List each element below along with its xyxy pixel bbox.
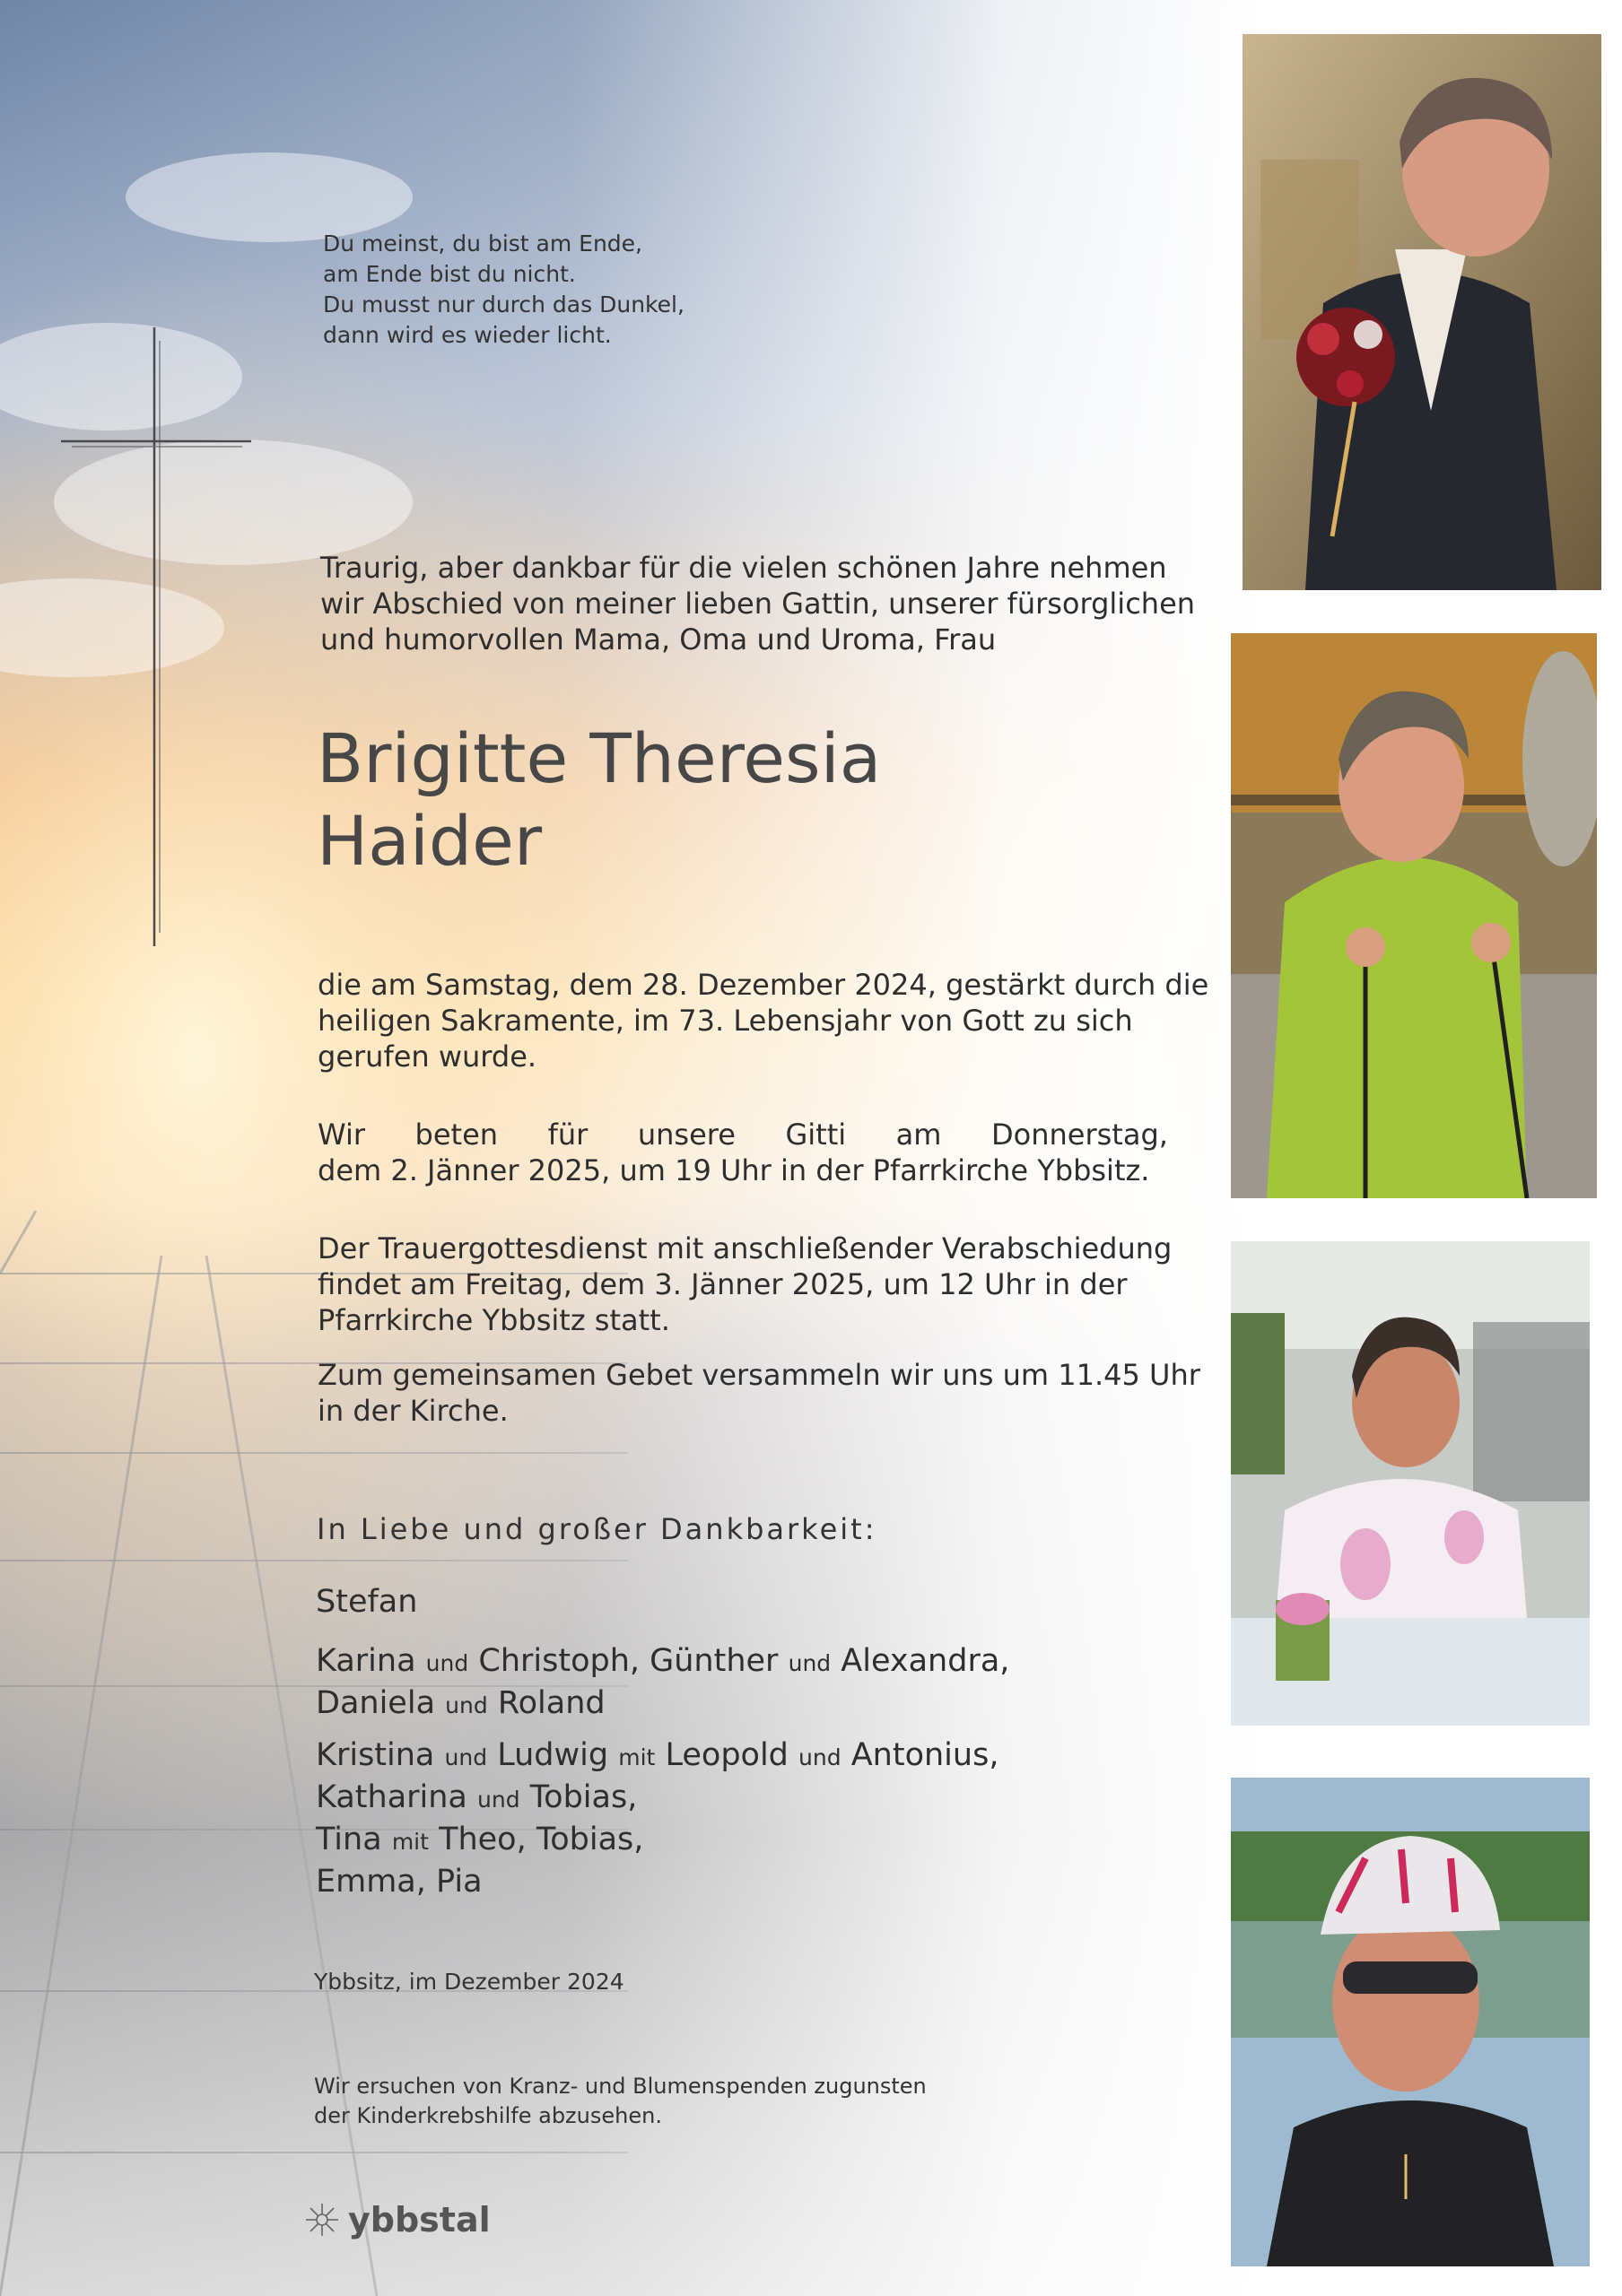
grandchild-name: Tobias, <box>529 1779 638 1815</box>
great-grandchild-name: Leopold <box>665 1737 789 1773</box>
poem-line: Du meinst, du bist am Ende, <box>323 230 642 257</box>
child-name: Roland <box>497 1685 606 1721</box>
last-name: Haider <box>317 801 543 881</box>
closing-line: In Liebe und großer Dankbarkeit: <box>317 1512 877 1546</box>
funeral-line: findet am Freitag, dem 3. Jänner 2025, um 12 Uhr in der <box>318 1267 1128 1301</box>
note-line: Wir ersuchen von Kranz- und Blumenspenden zugunsten <box>314 2074 927 2099</box>
grandchild-name: Emma, Pia <box>316 1864 483 1900</box>
deceased-name <box>317 718 881 883</box>
connector-word: und <box>788 1650 832 1676</box>
prayer-word: für <box>547 1118 589 1152</box>
prayer-word: Wir <box>318 1118 365 1152</box>
prayer-word: beten <box>414 1118 499 1152</box>
great-grandchild-name: Theo, Tobias, <box>439 1822 644 1857</box>
prayer-word: unsere <box>637 1118 736 1152</box>
grandchild-name: Tina <box>316 1822 382 1857</box>
child-name: Alexandra, <box>841 1643 1010 1679</box>
gathering-notice <box>318 1357 1200 1429</box>
family-spouse <box>316 1582 417 1622</box>
connector-word: mit <box>618 1744 656 1770</box>
grandchildren-line <box>316 1778 998 1820</box>
family-grandchildren <box>316 1735 998 1902</box>
prayer-word: Donnerstag, <box>991 1118 1168 1152</box>
great-grandchild-name: Antonius, <box>850 1737 999 1773</box>
grandchildren-line <box>316 1735 998 1778</box>
family-children <box>316 1641 1009 1726</box>
grandchildren-line <box>316 1820 998 1862</box>
connector-word: und <box>477 1787 520 1813</box>
intro-line: wir Abschied von meiner lieben Gattin, unserer fürsorglichen <box>320 587 1196 621</box>
funeral-notice <box>318 1231 1173 1338</box>
intro-line: Traurig, aber dankbar für die vielen schönen Jahre nehmen <box>320 551 1167 585</box>
prayer-line <box>318 1117 1168 1152</box>
prayer-word: Gitti <box>785 1118 847 1152</box>
notice-line <box>318 967 1209 1003</box>
photo-hiking-green-jacket <box>1231 633 1597 1198</box>
connector-word: und <box>444 1744 488 1770</box>
place-date: Ybbsitz, im Dezember 2024 <box>314 1969 624 1995</box>
intro-text <box>320 550 1196 657</box>
note-line: der Kinderkrebshilfe abzusehen. <box>314 2103 662 2128</box>
connector-word: und <box>425 1650 469 1676</box>
spouse-name: Stefan <box>316 1584 418 1620</box>
connector-word: mit <box>391 1829 429 1855</box>
ybbstal-logo <box>303 2197 491 2242</box>
child-name: Daniela <box>316 1685 436 1721</box>
donation-note <box>314 2072 927 2131</box>
child-name: Karina <box>316 1643 416 1679</box>
poem-line: dann wird es wieder licht. <box>323 322 612 348</box>
poem-line: Du musst nur durch das Dunkel, <box>323 291 685 317</box>
dandelion-icon <box>303 2201 341 2239</box>
child-name: Christoph, Günther <box>478 1643 779 1679</box>
children-line <box>316 1641 1009 1683</box>
grandchild-name: Katharina <box>316 1779 467 1815</box>
grandchild-name: Ludwig <box>497 1737 609 1773</box>
prayer-word: am <box>895 1118 942 1152</box>
poem-line: am Ende bist du nicht. <box>323 261 576 287</box>
photo-cafe-seated <box>1231 1241 1590 1726</box>
notice-line: heiligen Sakramente, im 73. Lebensjahr von Gott zu sich <box>318 1004 1133 1038</box>
gathering-line: in der Kirche. <box>318 1394 509 1428</box>
photo-portrait-bouquet <box>1243 34 1601 590</box>
funeral-line: Der Trauergottesdienst mit anschließender Verabschiedung <box>318 1231 1173 1265</box>
grandchildren-line <box>316 1862 998 1902</box>
logo-text: ybbstal <box>348 2200 491 2239</box>
photo-cycling-helmet <box>1231 1778 1590 2266</box>
children-line <box>316 1683 1009 1726</box>
prayer-line: dem 2. Jänner 2025, um 19 Uhr in der Pfarrkirche Ybbsitz. <box>318 1153 1150 1187</box>
funeral-line: Pfarrkirche Ybbsitz statt. <box>318 1303 670 1337</box>
death-notice <box>318 967 1209 1074</box>
first-names: Brigitte Theresia <box>317 718 882 798</box>
poem <box>323 229 789 351</box>
connector-word: und <box>798 1744 842 1770</box>
cross-icon <box>54 323 260 951</box>
notice-line: gerufen wurde. <box>318 1039 537 1074</box>
intro-line: und humorvollen Mama, Oma und Uroma, Frau <box>320 622 997 657</box>
gathering-line: Zum gemeinsamen Gebet versammeln wir uns um 11.45 Uhr <box>318 1358 1200 1392</box>
grandchild-name: Kristina <box>316 1737 435 1773</box>
notice-line-text: die am Samstag, dem 28. Dezember 2024, gestärkt durch die <box>318 968 1209 1002</box>
prayer-notice <box>318 1117 1168 1188</box>
connector-word: und <box>445 1692 488 1718</box>
